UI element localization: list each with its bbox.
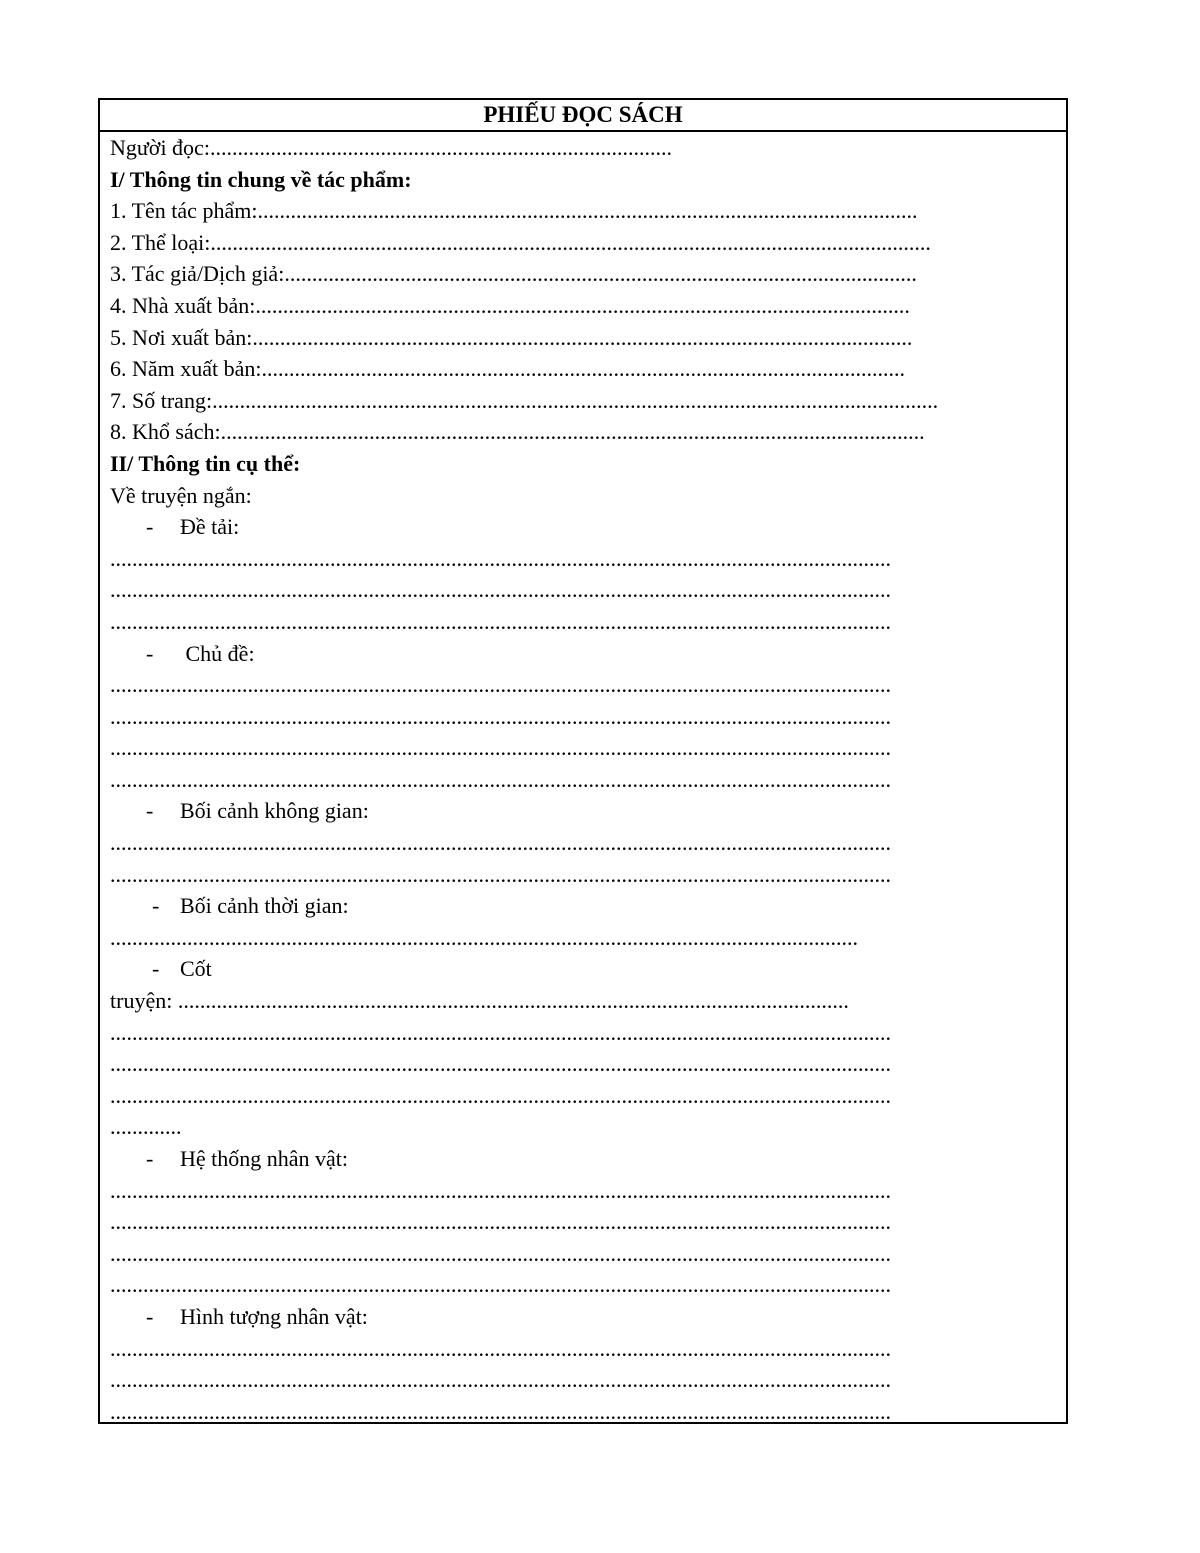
field-dots: ........................................................................................................................ [252,324,913,350]
field-dots: ....................................................................................................................... [255,292,910,318]
dash: - [146,514,154,540]
field-label: 8. Khổ sách: [110,419,221,445]
answer-line[interactable]: .............................................................................................................................................. [110,1051,891,1077]
reader-field[interactable] [110,132,1066,164]
bullet-topic [110,511,1066,543]
field-year[interactable] [110,353,1066,385]
bullet-space-setting [110,795,1066,827]
answer-line[interactable]: .............................................................................................................................................. [110,1209,891,1235]
bullet-label: Hệ thống nhân vật: [180,1146,349,1171]
bullet-label: Chủ đề: [180,640,255,666]
section1-heading: I/ Thông tin chung về tác phẩm: [110,166,412,192]
card-body [100,132,1066,1427]
answer-line[interactable]: .............................................................................................................................................. [110,861,891,887]
answer-line[interactable]: .............................................................................................................................................. [110,1019,891,1045]
field-dots: ..................................................................................................................... [261,356,906,382]
reader-dots: .................................................................................... [209,135,672,160]
field-dots: ................................................................................................................................... [210,229,931,255]
answer-line[interactable]: .............................................................................................................................................. [110,1177,891,1203]
reader-label: Người đọc: [110,135,210,160]
field-label: 1. Tên tác phẩm: [110,198,258,224]
field-author[interactable] [110,258,1066,290]
answer-line[interactable]: .............................................................................................................................................. [110,608,891,634]
answer-line[interactable]: .............................................................................................................................................. [110,1335,891,1361]
field-size[interactable] [110,416,1066,448]
field-label: 3. Tác giả/Dịch giả: [110,261,285,287]
field-genre[interactable] [110,227,1066,259]
dash: - [152,956,160,982]
bullet-theme [110,638,1066,670]
field-label: 7. Số trang: [110,387,213,413]
answer-line[interactable]: .............................................................................................................................................. [110,545,891,571]
dash: - [146,1303,154,1329]
bullet-label: Cốt [180,956,212,982]
reading-card-frame [98,98,1068,1424]
bullet-label: Bối cảnh thời gian: [180,893,349,919]
answer-line[interactable]: .............................................................................................................................................. [110,1272,891,1298]
plot-field[interactable] [110,985,1066,1017]
answer-line[interactable]: .............................................................................................................................................. [110,672,891,698]
field-title[interactable] [110,195,1066,227]
field-dots: ........................................................................................................................ [257,198,918,224]
plot-label: truyện: [110,988,178,1014]
dash: - [152,893,160,919]
answer-line[interactable]: .............................................................................................................................................. [110,735,891,761]
dash: - [146,640,154,666]
answer-line[interactable]: .............................................................................................................................................. [110,1240,891,1266]
bullet-label: Bối cảnh không gian: [180,798,369,824]
answer-line[interactable]: .............................................................................................................................................. [110,703,891,729]
field-label: 6. Năm xuất bản: [110,356,262,382]
bullet-plot [110,953,1066,985]
bullet-label: Đề tải: [180,514,240,540]
field-place[interactable] [110,322,1066,354]
field-label: 2. Thể loại: [110,229,211,255]
dash: - [146,798,154,824]
answer-line[interactable]: .............................................................................................................................................. [110,577,891,603]
answer-line[interactable]: .............................................................................................................................................. [110,1082,891,1108]
bullet-time-setting [110,890,1066,922]
plot-dots: .......................................................................................................................... [177,988,849,1014]
answer-line[interactable]: ........................................................................................................................................ [110,924,858,950]
field-label: 5. Nơi xuất bản: [110,324,253,350]
field-publisher[interactable] [110,290,1066,322]
field-dots: .................................................................................................................................... [212,387,939,413]
dash: - [146,1146,154,1171]
answer-line[interactable]: .............................................................................................................................................. [110,1398,891,1424]
field-dots: ................................................................................................................................ [220,419,925,445]
answer-line-short[interactable]: ............. [110,1114,182,1140]
page-title: PHIẾU ĐỌC SÁCH [100,100,1066,132]
field-label: 4. Nhà xuất bản: [110,292,256,318]
bullet-label: Hình tượng nhân vật: [180,1303,368,1329]
field-pages[interactable] [110,385,1066,417]
section2-subheading: Về truyện ngắn: [110,482,252,508]
answer-line[interactable]: .............................................................................................................................................. [110,830,891,856]
bullet-character-image [110,1301,1066,1333]
section2-heading: II/ Thông tin cụ thể: [110,450,301,476]
field-dots: ................................................................................................................... [284,261,917,287]
bullet-character-system [110,1143,1066,1175]
answer-line[interactable]: .............................................................................................................................................. [110,766,891,792]
answer-line[interactable]: .............................................................................................................................................. [110,1367,891,1393]
